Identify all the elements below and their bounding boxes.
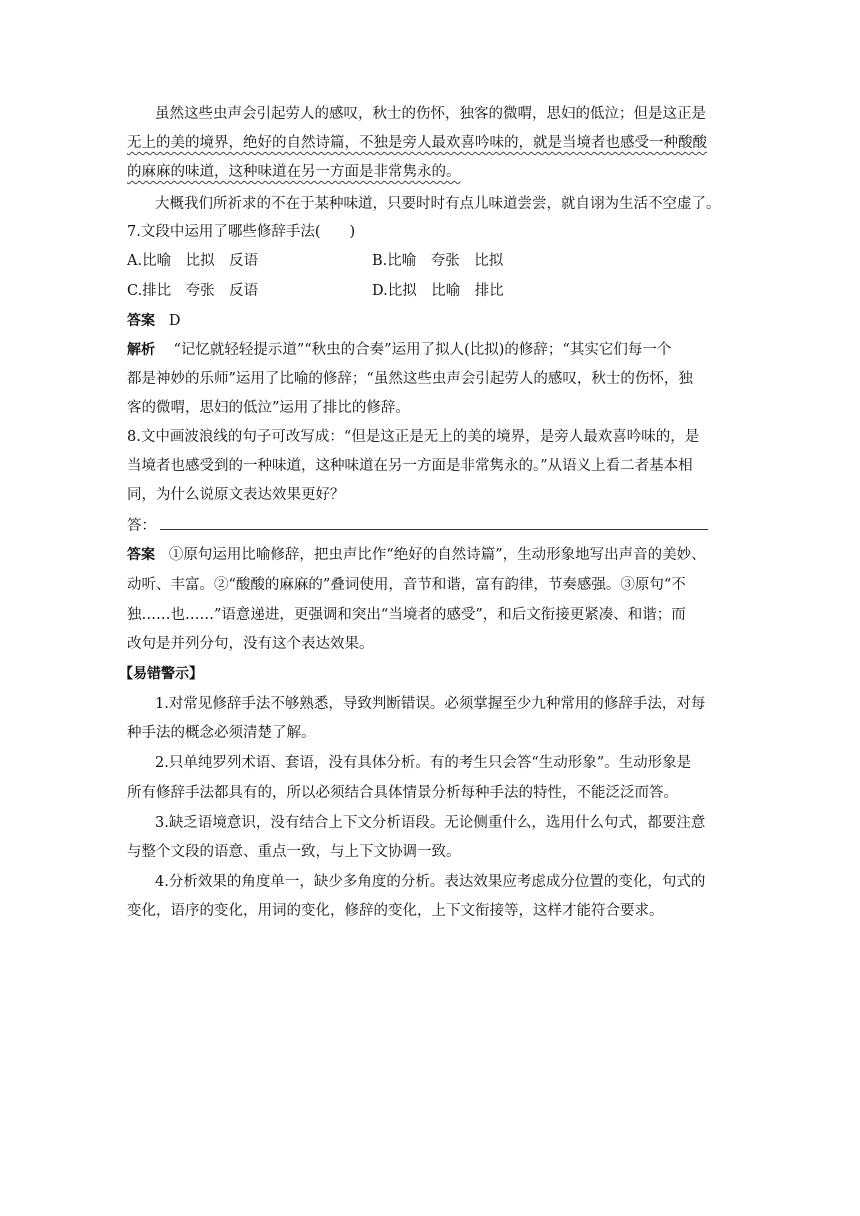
passage-line [155, 194, 721, 214]
question-7-stem: 7.文段中运用了哪些修辞手法( ) [127, 224, 356, 240]
answer-blank-line [127, 515, 708, 536]
question-8-stem: 8.文中画波浪线的句子可改写成：“但是这正是无上的美的境界，是旁人最欢喜吟味的，是 [127, 429, 700, 445]
option-b: B.比喻 夸张 比拟 [372, 253, 504, 269]
question-8-stem: 当境者也感受到的一种味道，这种味道在另一方面是非常隽永的。”从语义上看二者基本相 [127, 458, 693, 474]
warning-item: 所有修辞手法都具有的，所以必须结合具体情景分析每种手法的特性，不能泛泛而答。 [127, 785, 678, 801]
analysis-label: 解析 [127, 342, 155, 358]
warning-item: 3.缺乏语境意识，没有结合上下文分析语段。无论侧重什么，选用什么句式，都要注意 [155, 815, 706, 831]
answer-prompt: 答： [127, 518, 156, 534]
answer-text: 动听、丰富。②“酸酸的麻麻的”叠词使用，音节和谐，富有韵律，节奏感强。③原句“不 [127, 577, 686, 593]
warning-item: 种手法的概念必须清楚了解。 [127, 725, 316, 741]
analysis-line [127, 340, 671, 360]
answer-blank[interactable] [160, 515, 708, 530]
analysis-text: “记忆就轻轻提示道”“秋虫的合奏”运用了拟人(比拟)的修辞；“其实它们每一个 [173, 342, 672, 358]
passage-line [127, 133, 707, 153]
wavy-underlined-text: 无上的美的境界，绝好的自然诗篇，不独是旁人最欢喜吟味的，就是当境者也感受一种酸酸 [127, 135, 707, 151]
answer-line [127, 545, 706, 565]
warning-item: 4.分析效果的角度单一，缺少多角度的分析。表达效果应考虑成分位置的变化，句式的 [155, 874, 706, 890]
answer-line [127, 311, 180, 331]
warning-item: 变化，语序的变化，用词的变化，修辞的变化，上下文衔接等，这样才能符合要求。 [127, 903, 664, 919]
answer-text: 独……也……”语意递进，更强调和突出“当境者的感受”，和后文衔接更紧凑、和谐；而 [127, 607, 686, 623]
option-c: C.排比 夸张 反语 [127, 283, 259, 299]
warning-item: 2.只单纯罗列术语、套语，没有具体分析。有的考生只会答“生动形象”。生动形象是 [155, 755, 692, 771]
wavy-underlined-text: 的麻麻的味道，这种味道在另一方面是非常隽永的。 [127, 164, 461, 180]
answer-label: 答案 [127, 313, 155, 329]
option-d: D.比拟 比喻 排比 [372, 283, 504, 299]
passage-text: 大概我们所祈求的不在于某种味道，只要时时有点儿味道尝尝，就自诩为生活不空虚了。 [155, 196, 721, 212]
warning-item: 1.对常见修辞手法不够熟悉，导致判断错误。必须掌握至少九种常用的修辞手法，对每 [155, 696, 706, 712]
analysis-text: 都是神妙的乐师”运用了比喻的修辞；“虽然这些虫声会引起劳人的感叹，秋士的伤怀，独 [127, 371, 693, 387]
passage-line [127, 162, 461, 182]
section-title: 【易错警示】 [119, 666, 203, 682]
passage-line [155, 104, 706, 124]
analysis-text: 客的微喟，思妇的低泣”运用了排比的修辞。 [127, 400, 410, 416]
passage-text: 虽然这些虫声会引起劳人的感叹，秋士的伤怀，独客的微喟，思妇的低泣；但是这正是 [155, 106, 706, 122]
answer-text: ①原句运用比喻修辞，把虫声比作“绝好的自然诗篇”，生动形象地写出声音的美妙、 [168, 547, 706, 563]
answer-value: D [168, 313, 181, 329]
answer-text: 改句是并列分句，没有这个表达效果。 [127, 636, 374, 652]
question-8-stem: 同，为什么说原文表达效果更好？ [127, 487, 345, 503]
warning-item: 与整个文段的语意、重点一致，与上下文协调一致。 [127, 844, 461, 860]
answer-label: 答案 [127, 547, 155, 563]
option-a: A.比喻 比拟 反语 [127, 253, 259, 269]
